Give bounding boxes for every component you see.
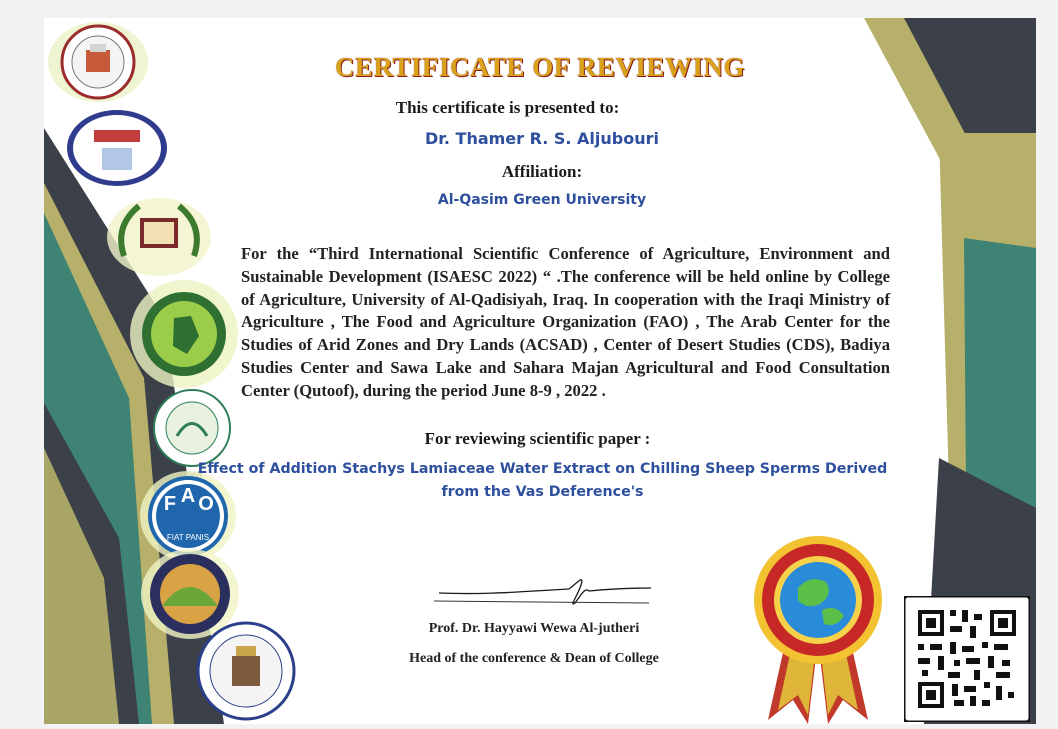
conference-description: For the “Third International Scientific Conference of Agriculture, Environment and Sustainable Development (ISAESC 2022) “ .The conference will be held online by College of Agriculture, University of Al-Qadisiyah, Iraq. In cooperation with the Iraqi Ministry of Agriculture , The Food and Agriculture Organization (FAO) , The Arab Center for the Studies of Arid Zones and Dry Lands (ACSAD) , Center of Desert Studies (CDS), Badiya Studies Center and Sawa Lake and Sahara Majan Agricultural and Food Consultation Center (Qutoof), during the period June 8-9 , 2022 . bbox=[241, 244, 890, 400]
certificate-title: CERTIFICATE OF REVIEWING bbox=[334, 52, 746, 82]
fao-motto: FIAT PANIS bbox=[166, 533, 210, 542]
fao-letter-o: O bbox=[198, 493, 214, 515]
college-of-agriculture-logo bbox=[104, 196, 214, 278]
affiliation-value: Al-Qasim Green University bbox=[437, 192, 647, 208]
qr-code-icon[interactable] bbox=[904, 596, 1030, 722]
paper-title: Effect of Addition Stachys Lamiaceae Water Extract on Chilling Sheep Sperms Derived from the Vas Deference's bbox=[197, 461, 888, 500]
review-label: For reviewing scientific paper : bbox=[424, 429, 651, 448]
affiliation-label: Affiliation: bbox=[501, 162, 583, 181]
recipient-name: Dr. Thamer R. S. Aljubouri bbox=[424, 129, 659, 148]
fao-letter-a: A bbox=[180, 485, 196, 507]
iraqi-ministry-of-agriculture-logo bbox=[129, 278, 239, 390]
signatory-name: Prof. Dr. Hayyawi Wewa Al-jutheri bbox=[428, 621, 640, 636]
badiya-studies-center-logo bbox=[194, 620, 298, 722]
fao-letter-f: F bbox=[163, 493, 177, 515]
signature bbox=[429, 573, 659, 613]
presented-to-label: This certificate is presented to: bbox=[395, 98, 620, 117]
signatory-title: Head of the conference & Dean of College bbox=[409, 651, 659, 666]
award-medal-icon bbox=[748, 530, 888, 724]
certificate bbox=[44, 18, 1036, 724]
